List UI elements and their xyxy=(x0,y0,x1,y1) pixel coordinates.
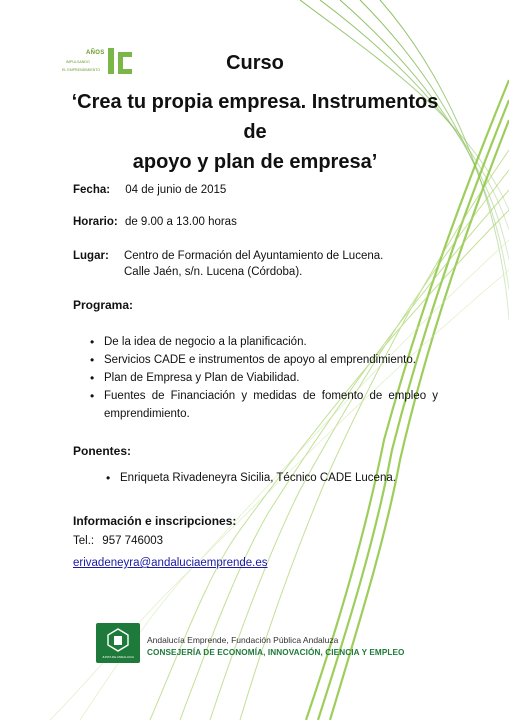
email-row xyxy=(73,557,268,569)
programa-heading: Programa: xyxy=(73,298,134,312)
fecha-label: Fecha: xyxy=(73,184,111,196)
tel-label: Tel.: xyxy=(73,535,95,547)
junta-andalucia-seal xyxy=(96,623,140,663)
tel-row xyxy=(73,535,163,547)
footer-organization: Andalucía Emprende, Fundación Pública Andaluza xyxy=(147,635,339,645)
horario-label: Horario: xyxy=(73,216,118,228)
logo-line1: IMPULSANDO xyxy=(66,60,90,64)
lugar-value-line1: Centro de Formación del Ayuntamiento de Lucena. xyxy=(123,250,384,262)
lugar-value-line2: Calle Jaén, s/n. Lucena (Córdoba). xyxy=(124,266,303,278)
info-heading: Información e inscripciones: xyxy=(73,514,237,528)
list-item: • De la idea de negocio a la planificación. xyxy=(92,333,438,351)
logo-line2: EL EMPRENDIMIENTO xyxy=(62,68,101,72)
email-link[interactable]: erivadeneyra@andaluciaemprende.es xyxy=(73,557,268,569)
lugar-row xyxy=(73,250,383,262)
seal-caption: JUNTA DE ANDALUCIA xyxy=(101,655,135,659)
footer-consejeria: CONSEJERÍA DE ECONOMÍA, INNOVACIÓN, CIENCIA Y EMPLEO xyxy=(147,648,405,657)
ponentes-list xyxy=(108,469,454,487)
lugar-label: Lugar: xyxy=(73,250,109,262)
fecha-row xyxy=(73,184,226,196)
course-title-line1: ‘Crea tu propia empresa. Instrumentos de xyxy=(71,91,439,143)
list-item: • Servicios CADE e instrumentos de apoyo al emprendimiento. xyxy=(92,351,438,369)
horario-row xyxy=(73,216,237,228)
fecha-value: 04 de junio de 2015 xyxy=(125,184,227,196)
course-title xyxy=(60,87,450,177)
programa-list xyxy=(92,333,438,423)
course-title-line2: apoyo y plan de empresa’ xyxy=(132,151,378,173)
logo-anos-text: AÑOS xyxy=(86,50,105,56)
seal-icon xyxy=(104,627,132,653)
tel-value: 957 746003 xyxy=(102,535,164,547)
list-item: • Plan de Empresa y Plan de Viabilidad. xyxy=(92,369,438,387)
list-item: • Fuentes de Financiación y medidas de fomento de empleo y emprendimiento. xyxy=(92,387,438,423)
list-item: • Enriqueta Rivadeneyra Sicilia, Técnico CADE Lucena. xyxy=(108,469,454,487)
course-heading: Curso xyxy=(226,52,284,74)
horario-value: de 9.00 a 13.00 horas xyxy=(124,216,237,228)
ponentes-heading: Ponentes: xyxy=(73,444,132,458)
